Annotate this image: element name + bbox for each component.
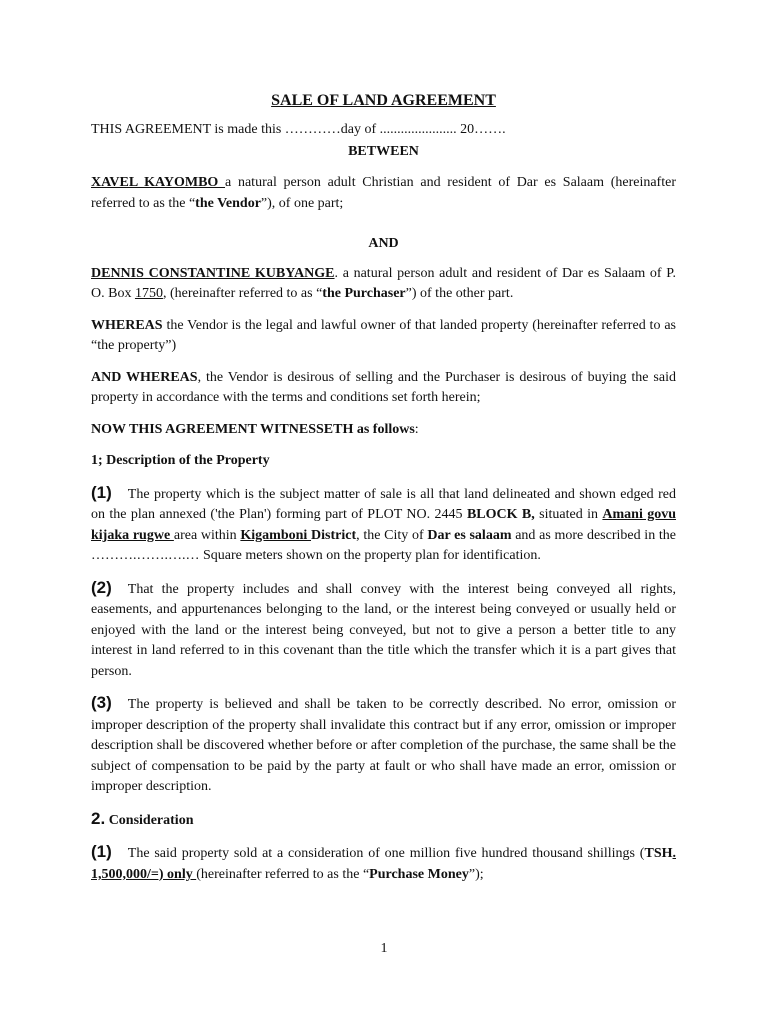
area-name: Amani govu kijaka rugwe bbox=[91, 507, 677, 543]
witnesseth-line: NOW THIS AGREEMENT WITNESSETH as follows: bbox=[91, 421, 419, 437]
section1-clause-2: (2) That the property includes and shall convey with the interest being conveyed all rights, easements, and appurtenances belonging to the land, or the interest being conveyed or usually held or enjoyed with the land or the interest being conveyed, but not to give a person a better title to any interest in land referred to in this covenant than the title which the transfer which it is a part gives that person. bbox=[91, 577, 676, 679]
section1-heading: 1; Description of the Property bbox=[91, 453, 270, 468]
clause-number: (1) bbox=[91, 482, 112, 502]
clause-number: (3) bbox=[91, 693, 112, 712]
section2-clause-1: (1) The said property sold at a consideration of one million five hundred thousand shillings (TSH. 1,500,000/=) only (hereinafter referred to as the “Purchase Money”); bbox=[91, 842, 676, 882]
purchaser-name: DENNIS CONSTANTINE KUBYANGE bbox=[91, 265, 335, 281]
section2-heading: 2. Consideration bbox=[91, 808, 194, 828]
and-heading: AND bbox=[368, 236, 399, 251]
between-heading: BETWEEN bbox=[348, 143, 419, 159]
purchaser-role: the Purchaser bbox=[322, 286, 406, 301]
clause-number: (2) bbox=[91, 577, 112, 597]
clause-number: (1) bbox=[91, 842, 112, 861]
po-box-number: 1750 bbox=[134, 286, 163, 301]
vendor-clause: XAVEL KAYOMBO a natural person adult Christian and resident of Dar es Salaam (hereinafter referred to as the “the Vendor”), of one part; bbox=[91, 175, 676, 211]
whereas-clause: WHEREAS the Vendor is the legal and lawful owner of that landed property (hereinafter referred to as “the property”) bbox=[91, 317, 676, 353]
purchase-amount: . 1,500,000/=) only bbox=[91, 846, 676, 882]
and-whereas-clause: AND WHEREAS, the Vendor is desirous of selling and the Purchaser is desirous of buying the said property in accordance with the terms and conditions set forth herein; bbox=[91, 369, 676, 405]
section1-clause-1: (1) The property which is the subject matter of sale is all that land delineated and shown edged red on the plan annexed ('the Plan') forming part of PLOT NO. 2445 BLOCK B, situated in Amani govu kijaka rugwe area within Kigamboni District, the City of Dar es salaam and as more described in the ……….…….….… Square meters shown on the property plan for identification. bbox=[91, 482, 677, 563]
page-number: 1 bbox=[380, 941, 388, 956]
document-title: SALE OF LAND AGREEMENT bbox=[271, 92, 496, 109]
vendor-role: the Vendor bbox=[195, 195, 261, 211]
district-name: Kigamboni bbox=[240, 527, 312, 543]
purchaser-clause: DENNIS CONSTANTINE KUBYANGE. a natural person adult and resident of Dar es Salaam of P. O. Box 1750, (hereinafter referred to as “the Purchaser”) of the other part. bbox=[91, 265, 676, 301]
vendor-name: XAVEL KAYOMBO bbox=[91, 175, 226, 190]
intro-line: THIS AGREEMENT is made this …………day of ...................... 20……. bbox=[91, 122, 506, 137]
city-name: Dar es salaam bbox=[427, 527, 512, 543]
document-page bbox=[91, 92, 676, 885]
section1-clause-3: (3) The property is believed and shall be taken to be correctly described. No error, omission or improper description of the property shall invalidate this contract but if any error, omission or improper description shall be discovered whether before or after completion of the purchase, the same shall be the subject of compensation to be paid by the party at fault or who shall have made an error, omission or improper description. bbox=[91, 693, 676, 794]
